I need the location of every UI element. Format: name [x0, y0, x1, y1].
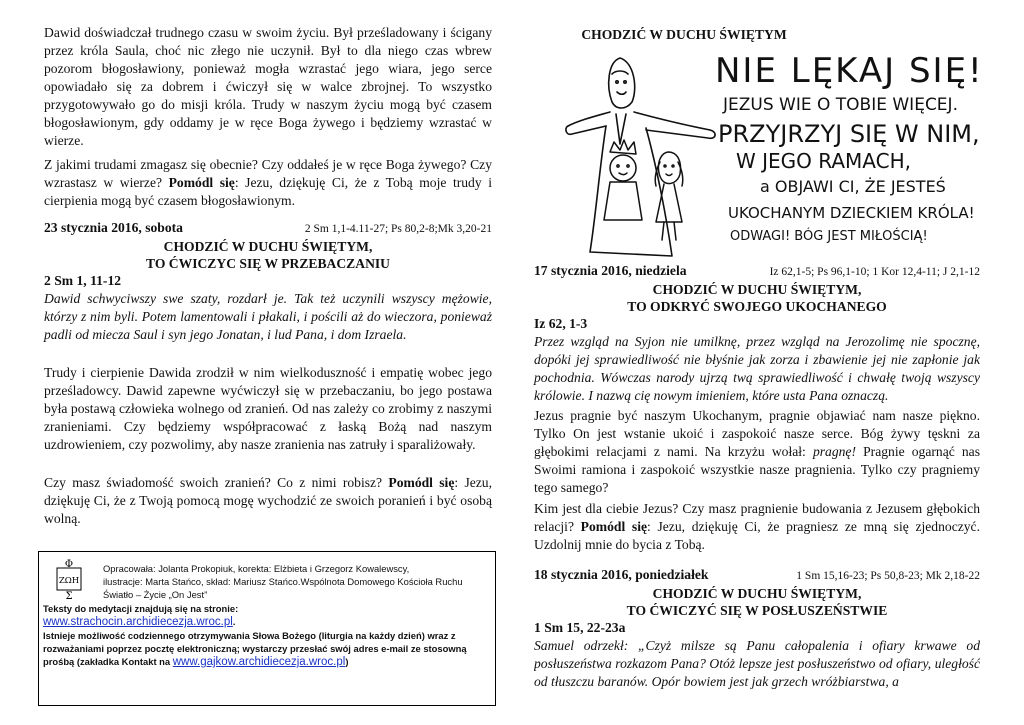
credit-info: Teksty do medytacji znajdują się na stronie: www.strachocin.archidiecezja.wroc.pl. Istnieje możliwość codziennego otrzymywania Słowa Bożego (liturgia na każdy dzień) wraz z rozważaniami poprzez pocztę elektroniczną; wystarczy przesłać swój adres e-mail ze stosowną prośbą (zakładka Kontakt na www.gajkow.archidiecezja.wroc.pl)	[43, 602, 493, 669]
day-refs: 1 Sm 15,16-23; Ps 50,8-23; Mk 2,18-22	[796, 570, 980, 582]
strachocin-link[interactable]: www.strachocin.archidiecezja.wroc.pl	[43, 616, 233, 628]
reflection-paragraph: Trudy i cierpienie Dawida zrodził w nim wielkoduszność i empatię wobec jego prześladowcy. Dawid zapewne wyćwiczył się w przebaczaniu, bo jego postawa była postawą człowieka wolnego od zranień. Od nas zależy co zrobimy z naszymi zranieniami. Czy będziemy współpracować z łaską Bożą nad naszym uzdrowieniem, czy pozwolimy, aby nasze zranienia nas zatruły i sparaliżowały.	[44, 365, 492, 452]
svg-text:ΖΩΗ: ΖΩΗ	[58, 576, 80, 586]
day-18-section	[534, 566, 980, 691]
credit-lines	[103, 562, 491, 601]
svg-text:JEZUS WIE O TOBIE WIĘCEJ.: JEZUS WIE O TOBIE WIĘCEJ.	[723, 95, 958, 115]
question-paragraph-2: Czy masz świadomość swoich zranień? Co z nimi robisz? Pomódl się: Jezu, dziękuję Ci, że z Twoją pomocą mogę wychodzić ze swoich poranień i być osobą wolną.	[44, 475, 492, 526]
pray-label: Pomódl się	[580, 519, 648, 534]
day-17-section	[534, 262, 980, 405]
day-title-1: CHODZIĆ W DUCHU ŚWIĘTYM,	[652, 282, 862, 297]
gajkow-link[interactable]: www.gajkow.archidiecezja.wroc.pl	[172, 656, 346, 668]
texts-label: Teksty do medytacji znajdują się na stronie:	[43, 603, 239, 614]
page-header: CHODZIĆ W DUCHU ŚWIĘTYM	[581, 27, 787, 42]
credit-line-1: Opracowała: Jolanta Prokopiuk, korekta: Elżbieta i Grzegorz Kowalewscy,	[103, 563, 410, 574]
day-title-1: CHODZIĆ W DUCHU ŚWIĘTYM,	[652, 586, 862, 601]
day-date: 18 stycznia 2016, poniedziałek	[534, 567, 709, 582]
svg-text:Σ: Σ	[65, 591, 73, 600]
svg-text:ODWAGI! BÓG JEST MIŁOŚCIĄ!: ODWAGI! BÓG JEST MIŁOŚCIĄ!	[730, 229, 928, 244]
day-refs: Iz 62,1-5; Ps 96,1-10; 1 Kor 12,4-11; J 2,1-12	[769, 266, 980, 278]
pray-label: Pomódl się	[168, 175, 235, 190]
day-date: 17 stycznia 2016, niedziela	[534, 263, 687, 278]
reflection-paragraph: Jezus pragnie być naszym Ukochanym, pragnie objawiać nam nasze piękno. Tylko On jest wstanie ukoić i zaspokoić nasze serce. Bóg żywy tęskni za głębokimi relacjami z nami. Na krzyżu wołał: pragnę! Pragnie ogarnąć nas Swoimi ramiona i zaspokoić wszystkie nasze pragnienia. Tylko czy pragniemy tego samego?	[534, 408, 980, 495]
day-23-section	[44, 219, 492, 344]
child-with-crown-icon	[604, 140, 642, 220]
day-refs: 2 Sm 1,1-4.11-27; Ps 80,2-8;Mk 3,20-21	[304, 223, 492, 235]
credit-line-2: ilustracje: Marta Stańco, skład: Mariusz Stańco.Wspólnota Domowego Kościoła Ruchu	[103, 576, 463, 587]
pray-label: Pomódl się	[388, 475, 455, 490]
svg-text:PRZYJRZYJ SIĘ W NIM,: PRZYJRZYJ SIĘ W NIM,	[718, 120, 980, 148]
jesus-illustration	[560, 44, 990, 266]
scripture-text: Samuel odrzekł: „Czyż milsze są Panu całopalenia i ofiary krwawe od posłuszeństwa rozkazom Pana? Otóż lepsze jest posłuszeństwo od ofiary, uległość od tłuszczu baranów. Opór bowiem jest jak grzech wróżbiarstwa, a	[534, 638, 980, 689]
day-header	[534, 262, 980, 281]
jesus-figure-icon	[566, 58, 715, 256]
question-paragraph-1: Z jakimi trudami zmagasz się obecnie? Czy oddałeś je w ręce Boga żywego? Czy wzrastasz w wierze? Pomódl się: Jezu, dziękuję Ci, że z Tobą moje trudy i cierpienia mogą być czasem błogosławionym.	[44, 157, 492, 208]
subscription-info: Istnieje możliwość codziennego otrzymywania Słowa Bożego (liturgia na każdy dzień) wraz z rozważaniami poprzez pocztę elektroniczną; wystarczy przesłać swój adres e-mail ze stosowną prośbą (zakładka Kontakt na www.gajkow.archidiecezja.wroc.pl)	[43, 630, 467, 668]
verse-reference: 2 Sm 1, 11-12	[44, 273, 122, 288]
day-date: 23 stycznia 2016, sobota	[44, 220, 183, 235]
scripture-text: Dawid schwyciwszy swe szaty, rozdarł je. Tak też uczynili wszyscy mężowie, którzy z nim byli. Potem lamentowali i płakali, i pościli aż do wieczora, ponieważ padli od miecza Saul i syn jego Jonatan, i lud Pana, i dom Izraela.	[44, 291, 492, 342]
day-title-2: TO ODKRYĆ SWOJEGO UKOCHANEGO	[627, 299, 887, 314]
svg-text:UKOCHANYM DZIECKIEM KRÓLA!: UKOCHANYM DZIECKIEM KRÓLA!	[728, 204, 975, 222]
svg-text:a OBJAWI CI, ŻE JESTEŚ: a OBJAWI CI, ŻE JESTEŚ	[760, 177, 946, 196]
day-header	[534, 566, 980, 585]
verse-reference: 1 Sm 15, 22-23a	[534, 620, 626, 635]
zoe-logo-icon	[47, 558, 91, 600]
day-title-2: TO ĆWICZYC SIĘ W PRZEBACZANIU	[146, 256, 390, 271]
scripture-text: Przez wzgląd na Syjon nie umilknę, przez wzgląd na Jerozolimę nie spocznę, dopóki jej sprawiedliwość nie błyśnie jak zorza i zbawienie jej nie zapłonie jak pochodnia. Wówczas narody ujrzą twą sprawiedliwość i chwałę twoją wszyscy królowie. I nazwą cię nowym imieniem, które usta Pana oznaczą.	[534, 334, 980, 403]
svg-text:W JEGO RAMACH,: W JEGO RAMACH,	[736, 149, 911, 173]
svg-text:NIE LĘKAJ SIĘ!: NIE LĘKAJ SIĘ!	[715, 51, 984, 91]
handwritten-text	[715, 51, 984, 244]
day-title-2: TO ĆWICZYĆ SIĘ W POSŁUSZEŃSTWIE	[626, 603, 888, 618]
day-header	[44, 219, 492, 238]
day-title-1: CHODZIĆ W DUCHU ŚWIĘTYM,	[163, 239, 373, 254]
girl-figure-icon	[655, 152, 683, 240]
credit-line-3: Światło – Życie „On Jest”	[103, 589, 208, 600]
credits-box	[38, 551, 496, 706]
question-paragraph-3: Kim jest dla ciebie Jezus? Czy masz pragnienie budowania z Jezusem głębokich relacji? Pomódl się: Jezu, dziękuję Ci, że pragniesz ze mną się zjednoczyć. Uzdolnij mnie do bycia z Tobą.	[534, 501, 980, 552]
svg-text:Φ: Φ	[64, 559, 74, 570]
verse-reference: Iz 62, 1-3	[534, 316, 588, 331]
intro-paragraph: Dawid doświadczał trudnego czasu w swoim życiu. Był prześladowany i ścigany przez króla Saula, choć nic złego nie uczynił. Był to dla niego czas wbrew pozorom błogosławiony, ponieważ mogła wzrastać jego wiara, jego serce opowiadało się za dobrem i ćwiczył się w walce zbrojnej. To wszystko przygotowywało go do misji króla. Trudy w naszym życiu mogą być czasem błogosławionym, gdy oddamy je w ręce Boga żywego i będziemy wzrastać w wierze.	[44, 25, 492, 148]
